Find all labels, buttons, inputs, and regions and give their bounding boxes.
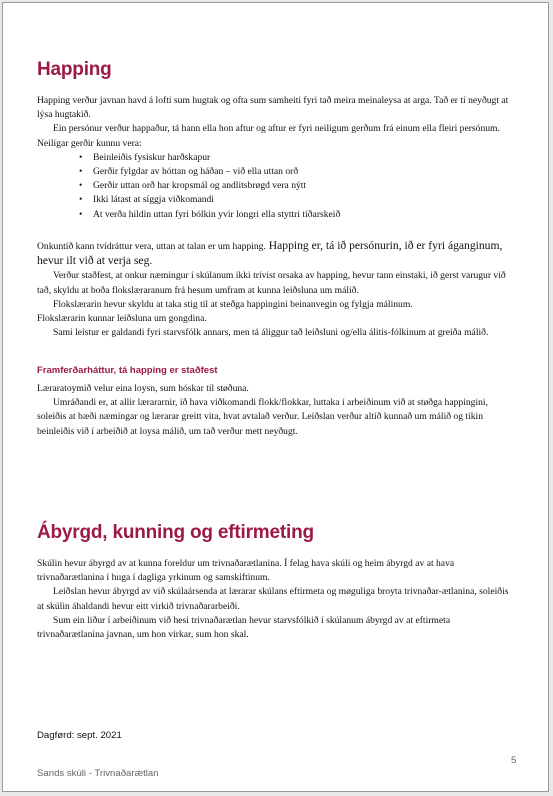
list-item: • Ikki látast at síggja viðkomandi: [93, 193, 517, 207]
list-item: • Beinleiðis fysiskur harðskapur: [93, 151, 517, 165]
happing-paragraph-1: Happing verður javnan havd á lofti sum hugtak og ofta sum samheiti fyri tað meira meinaleysa at arga. Tað er tí neyðugt at lýsa hugtakið.: [37, 95, 509, 121]
abyrgd-paragraph-1: Skúlin hevur ábyrgd av at kunna foreldur um trivnaðarætlanina. Í felag hava skúli og heim ábyrgd av at hava trivnaðarætlanina í huga í dagliga yrkinum og samskiftinum.: [37, 558, 455, 584]
happing-paragraph-2: Ein persónur verður happaður, tá hann ella hon aftur og aftur er fyri neiligum gerðum frá einum ella fleiri persónum. Neiligar gerðir kunnu vera:: [37, 123, 500, 149]
page-number: 5: [511, 755, 517, 766]
framferd-paragraph-1: Læraratoymið velur eina loysn, sum hóskar til støðuna.: [37, 383, 249, 394]
abyrgd-paragraph-2: Leiðslan hevur ábyrgd av við skúlaársenda at lærarar skúlans eftirmeta og møguliga broyta trivnaðar-ætlanina, soleiðis at skúlin áhaldandi hevur eitt virkið trivnaðararbeiði.: [37, 586, 509, 612]
list-item: • Gerðir fylgdar av hóttan og háðan – við ella uttan orð: [93, 165, 517, 179]
happing-paragraph-3: [37, 239, 517, 269]
list-item: • At verða hildin uttan fyri bólkin yvir longri ella styttri tíðarskeið: [93, 208, 517, 222]
happing-paragraph-3-b: Happing er, tá ið persónurin, ið er fyri áganginum, hevur ilt við at verja seg.: [37, 239, 503, 268]
happing-section-body: [37, 94, 517, 222]
happing-paragraph-7: Sami leistur er galdandi fyri starvsfólk annars, men tá áliggur tað leiðsluni og/ella álitis-fólkinum at greiða málið.: [53, 327, 489, 339]
document-page: [2, 2, 549, 792]
revision-date: Dagførd: sept. 2021: [37, 730, 122, 741]
section-title-abyrgd: Ábyrgd, kunning og eftirmeting: [37, 522, 314, 543]
abyrgd-section-body: [37, 557, 517, 642]
negative-actions-list: [37, 151, 517, 222]
framferd-section-body: [37, 382, 517, 439]
abyrgd-paragraph-3: Sum ein liður í arbeiðinum við hesi trivnaðarætlan hevur starvsfólkið í skúlanum ábyrgd av at eftirmeta trivnaðarætlanina javnan, um hon virkar, sum hon skal.: [37, 614, 451, 641]
section-title-happing: Happing: [37, 59, 112, 80]
happing-paragraph-6: Flokslærarin kunnar leiðsluna um gongdina.: [37, 313, 207, 325]
happing-paragraph-4: Verður staðfest, at onkur næmingur í skúlanum ikki trívist orsaka av happing, hevur tann einstaki, ið gerst varugur við tað, skyldu at boða flokslæraranum frá hesum umfram at kunna leiðsluna um málið.: [37, 270, 506, 296]
happing-paragraph-3-a: Onkuntíð kann tvídráttur vera, uttan at talan er um happing.: [37, 241, 266, 252]
subsection-title-framferd: Framferðarháttur, tá happing er staðfest: [37, 365, 218, 376]
list-item: • Gerðir uttan orð har kropsmál og andlitsbrøgd vera nýtt: [93, 179, 517, 193]
happing-section-body-2: [37, 239, 517, 340]
page-footer: Sands skúli - Trivnaðarætlan: [37, 768, 159, 779]
happing-paragraph-5: Flokslærarin hevur skyldu at taka stig til at steðga happingini beinanvegin og fylgja málinum.: [53, 298, 413, 310]
framferd-paragraph-2: Umráðandi er, at allir lærararnir, ið hava viðkomandi flokk/flokkar, luttaka í arbeiðinum við at støðga happingini, soleiðis at bæði næmingar og lærarar greitt vita, hvat avtalað verður. Leiðslan verður altíð kunnað um málið og tikin beinleiðis við í arbeiðið at loysa málið, um tað verður mett neyðugt.: [37, 397, 488, 437]
